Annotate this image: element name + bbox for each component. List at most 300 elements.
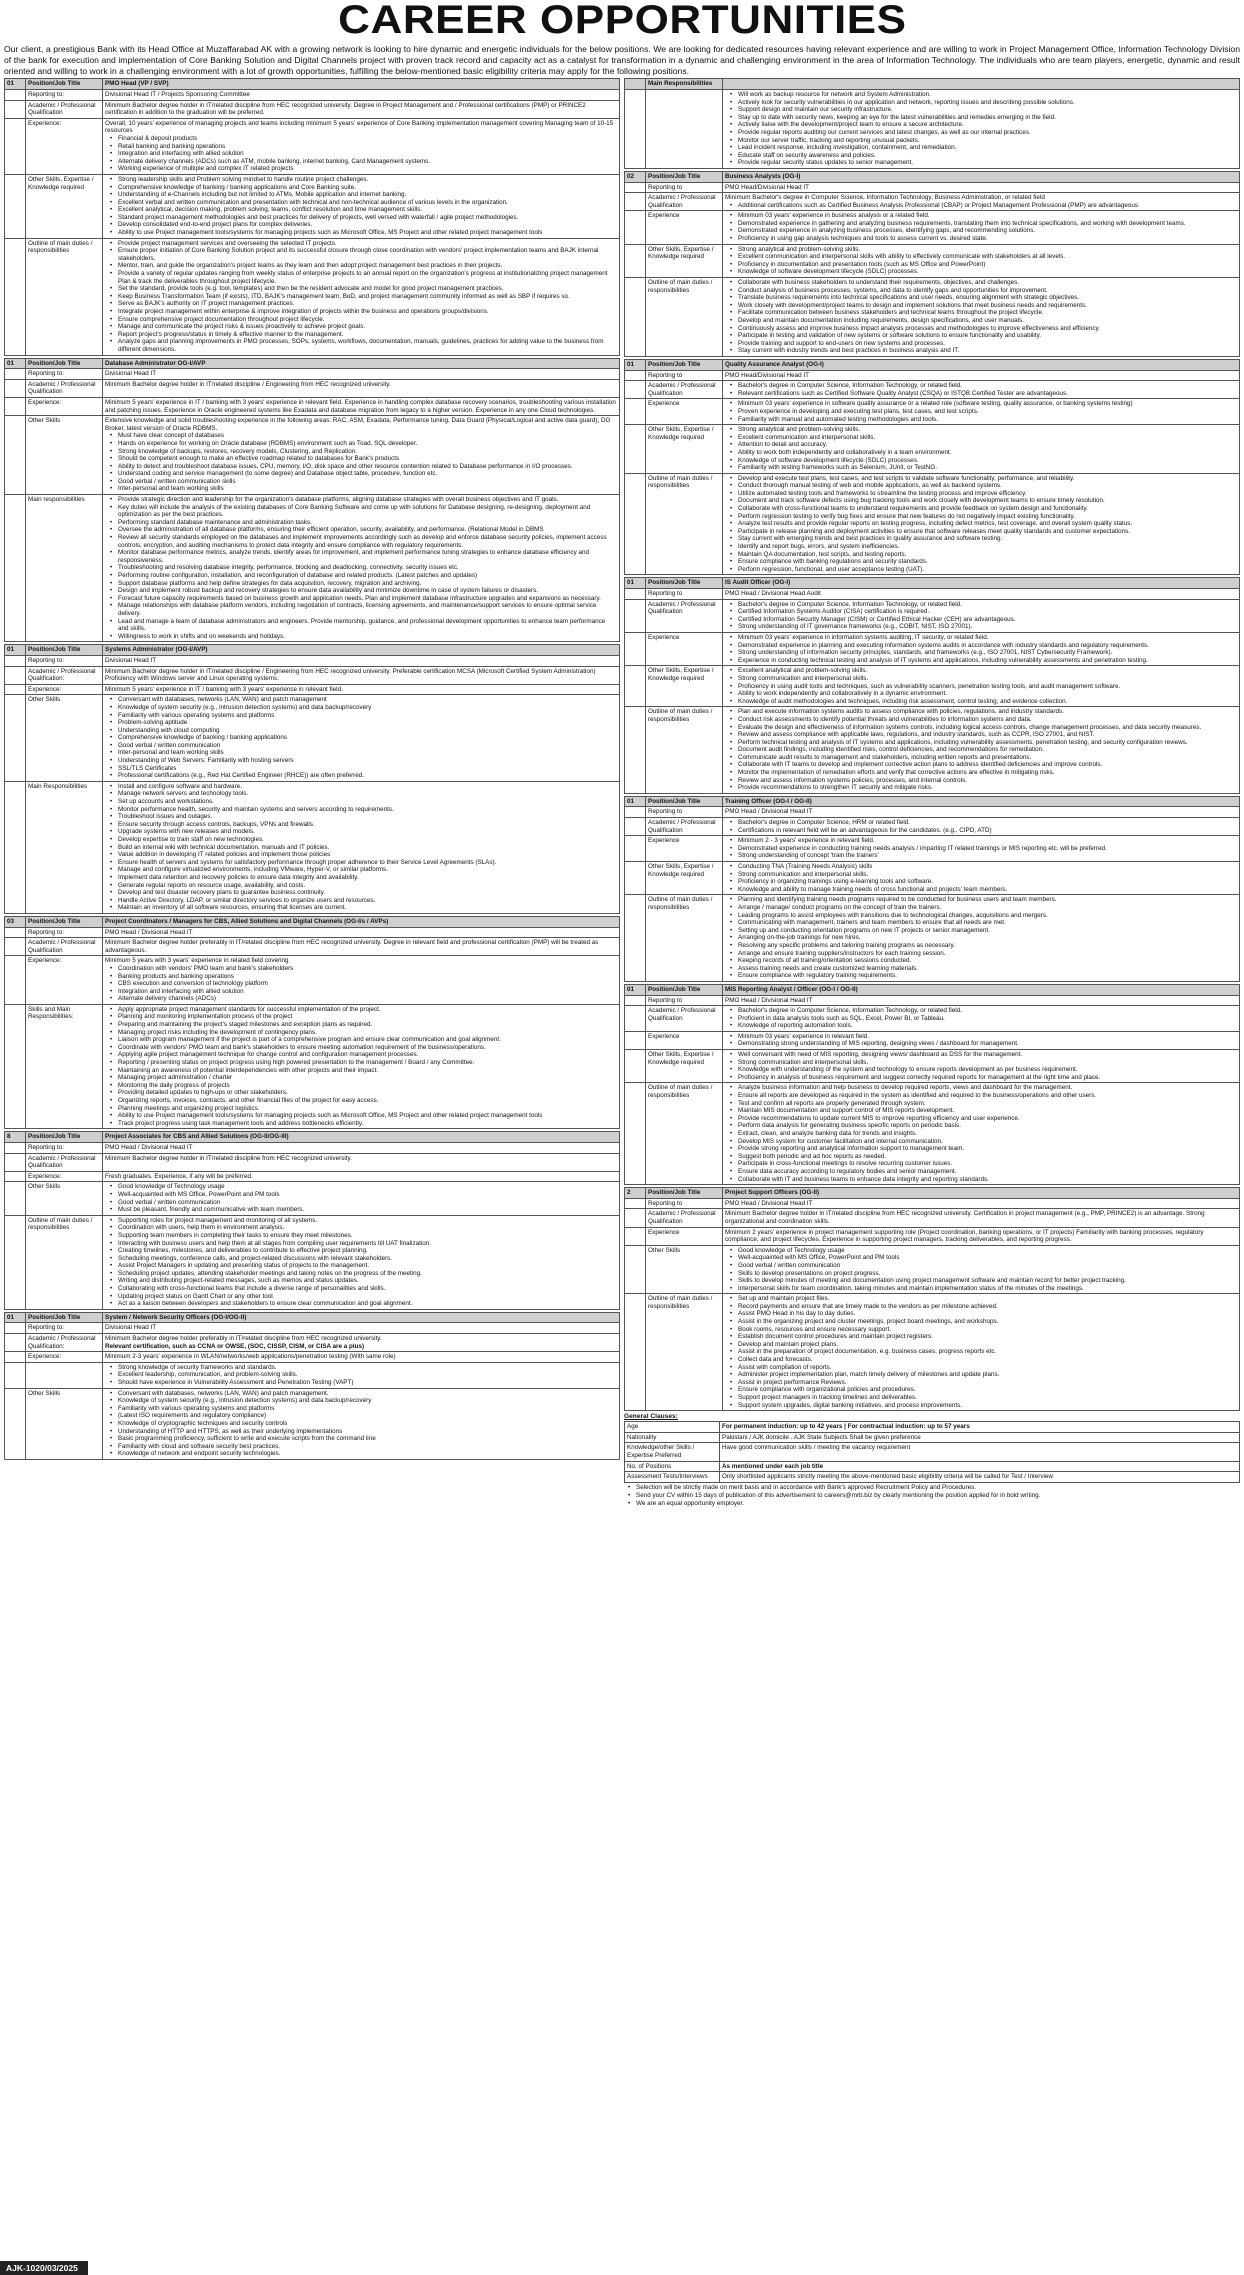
bullet-item: • Provide a variety of regular updates ranging from weekly status of enterprise projects to an annual report on the organization's progress at institutionalizing project management Plan & track the deliverables throughout project lifecycle. bbox=[118, 270, 617, 285]
position-detail-row bbox=[5, 781, 620, 913]
bullet-list bbox=[725, 667, 1237, 705]
row-spacer bbox=[5, 369, 26, 380]
row-content bbox=[723, 1083, 1240, 1185]
row-content bbox=[723, 707, 1240, 794]
row-text: Minimum 2-3 years' experience in WLAN/networks/web applications/penetration testing (With same role) bbox=[105, 1353, 396, 1361]
row-spacer bbox=[625, 1006, 646, 1032]
row-label: Other Skills bbox=[26, 1388, 103, 1459]
row-text: Divisional Head IT bbox=[105, 1324, 157, 1332]
bullet-item: • Alternate delivery channels (ADCs) such as ATM, mobile banking, internet banking, Card Management systems. bbox=[118, 158, 617, 166]
row-label: Outline of main duties / responsibilities bbox=[646, 895, 723, 982]
bullet-item: • Minimum 03 years' experience in business analysis or a related field. bbox=[738, 212, 1237, 220]
row-text: Minimum Bachelor degree holder in IT/related discipline from HEC recognized university. Certification in project management (e.g., PMP, PRINCE2) is an advantage. Strong organizational and coordination skills. bbox=[725, 1210, 1205, 1225]
position-header-label: Position/Job Title bbox=[646, 171, 723, 182]
bullet-list bbox=[105, 1006, 617, 1128]
bullet-item: • Well-acquainted with MS Office, PowerPoint and PM tools bbox=[118, 1191, 617, 1199]
position-header-label: Position/Job Title bbox=[26, 79, 103, 90]
bullet-item: • Support design and maintain our security infrastructure. bbox=[738, 106, 1237, 114]
bullet-item: • Proficiency in documentation and presentation tools (such as MS Office and PowerPoint) bbox=[738, 261, 1237, 269]
bullet-item: • Skills to develop minutes of meeting and documentation using project management software and maintain record for better project tracking. bbox=[738, 1277, 1237, 1285]
bullet-list bbox=[725, 708, 1237, 792]
position-header-row bbox=[625, 171, 1240, 182]
clause-row bbox=[625, 1432, 1240, 1443]
row-content bbox=[723, 1209, 1240, 1227]
clause-value: As mentioned under each job title bbox=[720, 1461, 1240, 1472]
clause-key: Nationality bbox=[625, 1432, 720, 1443]
row-spacer bbox=[625, 425, 646, 474]
position-detail-row bbox=[5, 927, 620, 938]
bullet-item: • Well-acquainted with MS Office, PowerPoint and PM tools bbox=[738, 1254, 1237, 1262]
bullet-item: • Skills to develop presentations on project progress. bbox=[738, 1270, 1237, 1278]
bullet-item: • Perform regression testing to verify bug fixes and ensure that new features do not negatively impact existing functionality. bbox=[738, 513, 1237, 521]
row-spacer bbox=[625, 818, 646, 836]
bullet-item: • Understanding of e-Channels including but not limited to ATMs, Mobile application and internet banking. bbox=[118, 191, 617, 199]
bullet-item: • Bachelor's degree in Computer Science, HRM or related field. bbox=[738, 819, 1237, 827]
position-table bbox=[4, 1131, 620, 1309]
position-detail-row bbox=[625, 1083, 1240, 1185]
bullet-item: • Supporting roles for project management and monitoring of all systems. bbox=[118, 1217, 617, 1225]
bullet-item: • Conduct thorough manual testing of web and mobile applications, as well as backend systems. bbox=[738, 482, 1237, 490]
bullet-item: • Working experience of multiple and complex IT related projects bbox=[118, 165, 617, 173]
bullet-item: • Manage and configure virtualized environments, including VMware, Hyper-V, or similar platforms. bbox=[118, 866, 617, 874]
position-detail-row bbox=[5, 1215, 620, 1309]
bullet-list bbox=[105, 176, 617, 237]
position-job-title: MIS Reporting Analyst / Officer (OG-I / OG-II) bbox=[723, 984, 1240, 995]
row-label: Experience: bbox=[26, 684, 103, 695]
row-content bbox=[103, 1215, 620, 1309]
row-content bbox=[103, 1323, 620, 1334]
row-label: Other Skills, Expertise / Knowledge required bbox=[646, 425, 723, 474]
position-job-title: Systems Administrator (OG-I/AVP) bbox=[103, 645, 620, 656]
row-content bbox=[103, 781, 620, 913]
row-content bbox=[723, 862, 1240, 895]
bullet-item: • Proficiency in using gap analysis techniques and tools to assess current vs. desired state. bbox=[738, 235, 1237, 243]
bullet-item: • Knowledge of software development lifecycle (SDLC) processes. bbox=[738, 268, 1237, 276]
bullet-item: • Collect data and forecasts. bbox=[738, 1356, 1237, 1364]
row-spacer bbox=[5, 495, 26, 642]
row-label: Other Skills bbox=[26, 695, 103, 782]
row-spacer bbox=[5, 1171, 26, 1182]
row-spacer bbox=[5, 781, 26, 913]
row-label: Reporting to: bbox=[26, 369, 103, 380]
row-text: PMO Head / Divisional Head IT bbox=[105, 928, 193, 936]
title-bar bbox=[4, 0, 1240, 40]
bullet-item: • Strong communication and interpersonal skills. bbox=[738, 1059, 1237, 1067]
clause-row bbox=[625, 1422, 1240, 1433]
row-content bbox=[103, 684, 620, 695]
bullet-item: • Manage and communicate the project risks & issues proactively to achieve project goals. bbox=[118, 323, 617, 331]
bullet-item: • Hands on experience for working on Oracle database (RDBMS) environment such as Toad, SQL developer. bbox=[118, 440, 617, 448]
bullet-item: • Should have experience in Vulnerability Assessment and Penetration Testing (VAPT) bbox=[118, 1379, 617, 1387]
bullet-item: • Demonstrated experience in gathering and analyzing business requirements, translating them into technical specifications, and working with development teams. bbox=[738, 220, 1237, 228]
bullet-list bbox=[725, 91, 1237, 167]
position-detail-row bbox=[625, 89, 1240, 168]
position-detail-row bbox=[5, 118, 620, 174]
bullet-item: • Mentor, train, and guide the organization's project teams as they learn and then adopt project management best practices in their projects. bbox=[118, 262, 617, 270]
position-count: 02 bbox=[625, 171, 646, 182]
position-header-row bbox=[625, 79, 1240, 90]
bullet-item: • Ensure health of servers and systems for satisfactory performance through proper adherence to their Service Level Agreements (SLAs). bbox=[118, 859, 617, 867]
bullet-item: • Arrange and ensure training suppliers/instructors for each training session. bbox=[738, 950, 1237, 958]
clause-value: Have good communication skills / meeting the vacancy requirement bbox=[720, 1443, 1240, 1461]
row-text: Minimum 2 years' experience in project management supporting role (Project coordination, banking operations, or IT projects) Familiarity with banking processes, regulatory compliance, and project lifecycles. Experience in supporting project managers, tracking deliverables, and reporting progress. bbox=[725, 1228, 1204, 1244]
bullet-item: • Applying agile project management technique for change control and configuration management processes. bbox=[118, 1051, 617, 1059]
position-detail-row bbox=[625, 1294, 1240, 1411]
bullet-list bbox=[725, 1007, 1237, 1030]
bullet-item: • Proficiency in using audit tools and techniques, such as vulnerability scanners, penetration testing tools, and audit management software. bbox=[738, 683, 1237, 691]
bullet-item: • Ensure data accuracy according to regulatory bodies and senior management. bbox=[738, 1168, 1237, 1176]
position-count bbox=[625, 79, 646, 90]
bullet-item: • Certified Information Security Manager (CISM) or Certified Ethical Hacker (CEH) are advantageous. bbox=[738, 616, 1237, 624]
row-label: Academic / Professional Qualification bbox=[646, 599, 723, 632]
row-text: Minimum 5 years' experience in IT / banking with 3 years' experience in relevant field. Experience in handling complex database recovery scenarios, troubleshooting various installation and patching issues. Experience in Oracle engineered systems like Exadata and database migration from legacy to a higher version. Experience in any one Cloud technologies. bbox=[105, 398, 616, 414]
row-text: Minimum Bachelor degree holder in IT/related discipline / Engineering from HEC recognized university. bbox=[105, 380, 391, 388]
row-spacer bbox=[5, 1004, 26, 1129]
row-spacer bbox=[5, 89, 26, 100]
row-label: Reporting to: bbox=[26, 927, 103, 938]
bullet-item: • Design and implement robust backup and recovery strategies to ensure data availability and minimize downtime in case of system failures or disasters. bbox=[118, 587, 617, 595]
position-header-label: Position/Job Title bbox=[646, 578, 723, 589]
position-detail-row bbox=[5, 416, 620, 495]
bullet-list bbox=[725, 279, 1237, 355]
bullet-item: • Serve as BAJK's authority on IT project management practices. bbox=[118, 300, 617, 308]
bullet-list bbox=[105, 432, 617, 493]
bullet-list bbox=[105, 240, 617, 354]
bullet-item: • Comprehensive knowledge of banking / banking applications bbox=[118, 734, 617, 742]
position-detail-row bbox=[625, 807, 1240, 818]
bullet-item: • Knowledge of system security (e.g., intrusion detection systems) and data backup/recovery bbox=[118, 704, 617, 712]
clause-value: For permanent induction: up to 42 years | For contractual induction: up to 57 years bbox=[720, 1422, 1240, 1433]
bullet-item: • Support project managers in tracking timelines and deliverables. bbox=[738, 1394, 1237, 1402]
row-label bbox=[26, 1362, 103, 1388]
bullet-item: • Troubleshoot issues and outages. bbox=[118, 813, 617, 821]
bullet-item: • Inter-personal and team working skills bbox=[118, 749, 617, 757]
row-label: Reporting to bbox=[646, 995, 723, 1006]
bullet-list bbox=[725, 426, 1237, 472]
row-label: Other Skills, Expertise / Knowledge required bbox=[646, 244, 723, 277]
bullet-item: • Reporting / presenting status on project progress using high powered presentation to the management / Board / any Committee. bbox=[118, 1059, 617, 1067]
row-label: Other Skills bbox=[26, 1182, 103, 1215]
bullet-item: • Performing standard database maintenance and administration tasks. bbox=[118, 519, 617, 527]
bullet-item: • Develop and execute test plans, test cases, and test scripts to validate software functionality, performance, and reliability. bbox=[738, 475, 1237, 483]
row-label: Experience: bbox=[26, 1171, 103, 1182]
row-text: PMO Head / Divisional Head Audit bbox=[725, 590, 821, 598]
reference-code: AJK-1020/03/2025 bbox=[0, 2261, 88, 2275]
position-detail-row bbox=[625, 589, 1240, 600]
row-content bbox=[723, 632, 1240, 665]
bullet-item: • Strong knowledge of security frameworks and standards. bbox=[118, 1364, 617, 1372]
bullet-item: • Good verbal / written communication bbox=[118, 742, 617, 750]
bullet-item: • Conducting TNA (Training Needs Analysis) skills bbox=[738, 863, 1237, 871]
row-content bbox=[723, 473, 1240, 575]
bullet-item: • Standard project management methodologies and best practices for delivery of projects, well versed with waterfall / agile project methodologies. bbox=[118, 214, 617, 222]
row-content bbox=[723, 1031, 1240, 1049]
bullet-item: • Ability to work both independently and collaboratively in a team environment. bbox=[738, 449, 1237, 457]
row-text: Minimum 5 years' experience in IT / banking with 3 years' experience in relevant field. bbox=[105, 685, 343, 693]
position-detail-row bbox=[625, 818, 1240, 836]
bullet-item: • Conduct risk assessments to identify potential threats and vulnerabilities to information systems and data. bbox=[738, 716, 1237, 724]
row-text: Divisional Head IT bbox=[105, 370, 157, 378]
clause-key: No. of Positions bbox=[625, 1461, 720, 1472]
position-count: 01 bbox=[5, 79, 26, 90]
position-header-row bbox=[5, 1132, 620, 1143]
bullet-item: • Continuously assess and improve business impact analysis processes and methodologies to improve effectiveness and efficiency. bbox=[738, 325, 1237, 333]
row-label: Reporting to bbox=[646, 370, 723, 381]
bullet-list bbox=[725, 1051, 1237, 1081]
bullet-item: • Review all security standards employed on the databases and implement improvements accordingly such as develop and enforce database security policies, implement access controls, encryption, and auditing mechanisms to protect data integrity and ensure compliance with regulatory requirements. bbox=[118, 534, 617, 549]
row-spacer bbox=[5, 1323, 26, 1334]
bullet-item: • Maintain an inventory of all software resources, ensuring that licenses are current. bbox=[118, 904, 617, 912]
row-content bbox=[723, 666, 1240, 707]
row-label: Main responsibilities bbox=[26, 495, 103, 642]
clause-value: Only shortlisted applicants strictly meeting the above-mentioned basic eligibility criteria will be called for Test / Interview bbox=[720, 1472, 1240, 1483]
row-label: Reporting to bbox=[646, 182, 723, 193]
position-detail-row bbox=[5, 1334, 620, 1352]
bullet-item: • Must be pleasant, friendly and communicative with team members. bbox=[118, 1206, 617, 1214]
clause-row bbox=[625, 1472, 1240, 1483]
bullet-item: • Banking products and banking operations bbox=[118, 973, 617, 981]
position-table bbox=[624, 78, 1240, 169]
position-table bbox=[624, 577, 1240, 793]
bullet-item: • Understanding of HTTP and HTTPS, as well as their underlying implementations bbox=[118, 1428, 617, 1436]
row-text: Extensive knowledge and solid troubleshooting experience in the following areas: RAC, ASM, Exadata, Performance tuning, Data Guard (Physical/Logical and active data guard), DG Broker, latest version of Oracle RDBMS. bbox=[105, 417, 611, 432]
bullet-item: • Provide recommendations to update current MIS to improve reporting efficiency and user experience. bbox=[738, 1115, 1237, 1123]
bullet-item: • Assist in the preparation of project documentation, e.g. business cases, progress reports etc. bbox=[738, 1348, 1237, 1356]
clause-key: Age bbox=[625, 1422, 720, 1433]
bullet-item: • Administer project implementation plan, match timely delivery of milestones and update plans. bbox=[738, 1371, 1237, 1379]
bullet-item: • Organizing reports, invoices, contracts, and other financial files of the project for easy access. bbox=[118, 1097, 617, 1105]
bullet-item: • Perform data analysis for generating business specific reports on periodic basis. bbox=[738, 1122, 1237, 1130]
bullet-item: • Provide recommendations to strengthen IT security and mitigate risks. bbox=[738, 784, 1237, 792]
row-content bbox=[723, 1294, 1240, 1411]
bullet-item: • Understand coding and service management (to some degree) and Database object table, procedure, function etc. bbox=[118, 470, 617, 478]
position-header-row bbox=[625, 578, 1240, 589]
bullet-item: • Review and assess information systems policies, processes, and internal controls. bbox=[738, 777, 1237, 785]
row-spacer bbox=[625, 1031, 646, 1049]
row-label: Academic / Professional Qualification bbox=[26, 379, 103, 397]
row-text: Minimum Bachelor degree holder in IT/related discipline from HEC recognized university. Degree in Project Management and / Professional certifications (PMP) or PRINCE2 certification in addition to the graduation will be preferred. bbox=[105, 101, 586, 117]
bullet-item: • Demonstrated experience in conducting training needs analysis / imparting IT related trainings or MIS reporting etc. will be preferred. bbox=[738, 845, 1237, 853]
row-label: Academic / Professional Qualification: bbox=[26, 1334, 103, 1352]
row-content bbox=[103, 1142, 620, 1153]
bullet-list bbox=[105, 1217, 617, 1308]
row-content bbox=[723, 995, 1240, 1006]
position-table bbox=[4, 644, 620, 914]
bullet-item: • Assist Project Managers in updating and presenting status of projects to the management. bbox=[118, 1262, 617, 1270]
position-job-title: Project Support Officers (OG-II) bbox=[723, 1188, 1240, 1199]
row-spacer bbox=[625, 244, 646, 277]
bullet-item: • Familiarity with manual and automated testing methodologies and tools. bbox=[738, 416, 1237, 424]
position-detail-row bbox=[5, 1142, 620, 1153]
row-label: Other Skills, Expertise / Knowledge required bbox=[646, 666, 723, 707]
row-content bbox=[723, 836, 1240, 862]
position-job-title: PMO Head (VP / SVP) bbox=[103, 79, 620, 90]
position-detail-row bbox=[625, 1209, 1240, 1227]
bullet-item: • Experience in conducting technical testing and analysis of IT systems and applications, including vulnerability assessments and penetration testing. bbox=[738, 657, 1237, 665]
position-table bbox=[4, 916, 620, 1129]
row-spacer bbox=[625, 211, 646, 244]
row-label: Academic / Professional Qualification bbox=[646, 1209, 723, 1227]
bullet-item: • Utilize automated testing tools and frameworks to streamline the testing process and improve efficiency. bbox=[738, 490, 1237, 498]
row-label: Outline of main duties / responsibilities bbox=[26, 1215, 103, 1309]
bullet-item: • Handle Active Directory, LDAP, or similar directory services to organize users and resources. bbox=[118, 897, 617, 905]
position-detail-row bbox=[625, 707, 1240, 794]
bullet-list bbox=[725, 863, 1237, 893]
bullet-item: • Bachelor's degree in Computer Science, Information Technology, or related field. bbox=[738, 601, 1237, 609]
bullet-item: • Implement data retention and recovery policies to ensure data integrity and availability. bbox=[118, 874, 617, 882]
row-label: Outline of main duties / responsibilities bbox=[26, 238, 103, 355]
position-header-row bbox=[625, 796, 1240, 807]
row-spacer bbox=[625, 807, 646, 818]
position-header-row bbox=[625, 984, 1240, 995]
row-text: Minimum Bachelor degree holder in IT/related discipline from HEC recognized university. bbox=[105, 1154, 352, 1162]
bullet-item: • Coordination with vendors' PMO team and bank's stakeholders bbox=[118, 965, 617, 973]
bullet-item: • Install and configure software and hardware. bbox=[118, 783, 617, 791]
row-label: Academic / Professional Qualification bbox=[26, 938, 103, 956]
row-label: Experience: bbox=[26, 1352, 103, 1363]
row-spacer bbox=[625, 399, 646, 425]
row-content bbox=[723, 278, 1240, 357]
bullet-item: • Integration and interfacing with allied solution bbox=[118, 988, 617, 996]
general-clauses bbox=[624, 1413, 1240, 1508]
bullet-item: • Ability to work independently and collaboratively in a dynamic environment. bbox=[738, 690, 1237, 698]
bullet-item: • Set up and maintain project files. bbox=[738, 1295, 1237, 1303]
row-spacer bbox=[625, 89, 646, 168]
row-label: Experience: bbox=[26, 118, 103, 174]
note-item: • We are an equal opportunity employer. bbox=[636, 1500, 1240, 1508]
position-detail-row bbox=[625, 666, 1240, 707]
row-label: Reporting to: bbox=[26, 89, 103, 100]
bullet-item: • Forecast future capacity requirements based on business growth and application needs. Plan and implement database infrastructure upgrades and expansions as necessary. bbox=[118, 595, 617, 603]
row-label: Other Skills, Expertise / Knowledge required bbox=[646, 862, 723, 895]
bullet-item: • Apply appropriate project management standards for successful implementation of the project. bbox=[118, 1006, 617, 1014]
bullet-item: • Provide regular security status updates to senior management. bbox=[738, 159, 1237, 167]
general-clauses-table bbox=[624, 1421, 1240, 1483]
bullet-item: • Interpersonal skills for team coordination, taking minutes and maintain implementation status of the minutes of the meetings. bbox=[738, 1285, 1237, 1293]
bullet-item: • Facilitate communication between business stakeholders and technical teams throughout the project lifecycle. bbox=[738, 309, 1237, 317]
position-table bbox=[4, 358, 620, 643]
bullet-item: • Develop and maintain project plans. bbox=[738, 1341, 1237, 1349]
row-label: Experience bbox=[646, 632, 723, 665]
row-text: Minimum Bachelor's degree in Computer Science, Information Technology, Business Administration, or related field bbox=[725, 194, 1045, 202]
bullet-item: • Assist PMO Head in his day to day duties. bbox=[738, 1310, 1237, 1318]
bullet-item: • Ability to use Project management tools/systems for managing projects such as Microsoft Office, MS Project and other related project management tools bbox=[118, 229, 617, 237]
position-count: 8 bbox=[5, 1132, 26, 1143]
bullet-item: • Familiarity with testing frameworks such as Selenium, JUnit, or TestNG. bbox=[738, 464, 1237, 472]
row-text: Minimum Bachelor degree holder in IT/related discipline / Engineering from HEC recognized university. Preferable certification MCSA (Microsoft Certified System Administration) Proficiency with Windows server and Linux operating systems. bbox=[105, 667, 596, 683]
position-detail-row bbox=[625, 278, 1240, 357]
position-header-label: Position/Job Title bbox=[26, 1312, 103, 1323]
position-detail-row bbox=[625, 1198, 1240, 1209]
bullet-item: • Arranging on-the-job trainings for new hires. bbox=[738, 934, 1237, 942]
row-content bbox=[723, 599, 1240, 632]
position-table bbox=[624, 984, 1240, 1185]
bullet-item: • Proven experience in developing and executing test plans, test cases, and test scripts. bbox=[738, 408, 1237, 416]
row-content bbox=[103, 397, 620, 415]
bullet-item: • Keeping records of all training/orientation sessions conducted. bbox=[738, 957, 1237, 965]
notes-list bbox=[624, 1484, 1240, 1508]
bullet-item: • Inter-personal and team working skills bbox=[118, 485, 617, 493]
row-spacer bbox=[625, 995, 646, 1006]
bullet-item: • Familiarity with cloud and software security best practices. bbox=[118, 1443, 617, 1451]
bullet-item: • Assist with compilation of reports. bbox=[738, 1364, 1237, 1372]
bullet-item: • Knowledge of network and endpoint security technologies. bbox=[118, 1450, 617, 1458]
bullet-item: • Record payments and ensure that are timely made to the vendors as per milestone achieved. bbox=[738, 1303, 1237, 1311]
bullet-item: • SSL/TLS Certificates bbox=[118, 765, 617, 773]
bullet-item: • Understanding with cloud computing bbox=[118, 727, 617, 735]
row-bold-text: Relevant certification, such as CCNA or OWSE, (SOC, CISSP, CISM, or CISA are a plus) bbox=[105, 1342, 365, 1350]
bullet-item: • Provide project management services and overseeing the selected IT projects. bbox=[118, 240, 617, 248]
row-spacer bbox=[625, 599, 646, 632]
bullet-item: • Monitor database performance metrics, analyze trends, identify areas for improvement, and implement performance tuning strategies to enhance database efficiency and responsiveness. bbox=[118, 549, 617, 564]
bullet-item: • Value addition in developing IT related policies and implement those policies bbox=[118, 851, 617, 859]
bullet-item: • Setting up and conducting orientation programs on new IT projects or senior management. bbox=[738, 927, 1237, 935]
left-column bbox=[4, 78, 620, 1462]
bullet-item: • Collaborate with business stakeholders to understand their requirements, objectives, and challenges. bbox=[738, 279, 1237, 287]
bullet-item: • Provide strategic direction and leadership for the organization's database platforms, aligning database strategies with overall business objectives and IT goals. bbox=[118, 496, 617, 504]
bullet-item: • Ability to detect and troubleshoot database issues, CPU, memory, I/O, disk space and other resource contention related to Database performance in I/O processes. bbox=[118, 463, 617, 471]
row-spacer bbox=[625, 381, 646, 399]
row-content bbox=[103, 416, 620, 495]
position-table bbox=[624, 1187, 1240, 1411]
position-header-label: Position/Job Title bbox=[26, 645, 103, 656]
bullet-item: • Document audit findings, including identified risks, control deficiencies, and recommendations for remediation. bbox=[738, 746, 1237, 754]
row-spacer bbox=[5, 118, 26, 174]
row-spacer bbox=[625, 473, 646, 575]
row-content bbox=[103, 938, 620, 956]
row-content bbox=[103, 89, 620, 100]
row-spacer bbox=[5, 1352, 26, 1363]
bullet-item: • Develop expertise to train staff on new technologies. bbox=[118, 836, 617, 844]
position-detail-row bbox=[5, 1004, 620, 1129]
row-text: Divisional Head IT bbox=[105, 656, 157, 664]
row-content bbox=[103, 927, 620, 938]
row-label: Experience bbox=[646, 211, 723, 244]
bullet-item: • Knowledge with understanding of the system and technology to ensure reports development as per business requirement. bbox=[738, 1066, 1237, 1074]
bullet-item: • Lead incident response, including investigation, containment, and remediation. bbox=[738, 144, 1237, 152]
row-content bbox=[103, 379, 620, 397]
bullet-item: • Proficiency in organizing trainings using e-learning tools and software. bbox=[738, 878, 1237, 886]
row-content bbox=[103, 174, 620, 238]
position-job-title: Database Administrator OG-I/AVP bbox=[103, 358, 620, 369]
bullet-item: • Ensure comprehensive project documentation throughout project lifecycle. bbox=[118, 316, 617, 324]
bullet-item: • Creating timelines, milestones, and deliverables to contribute to effective project planning. bbox=[118, 1247, 617, 1255]
position-detail-row bbox=[5, 89, 620, 100]
bullet-item: • Ensure compliance with banking regulations and security standards. bbox=[738, 558, 1237, 566]
bullet-item: • Comprehensive knowledge of banking / banking applications and Core Banking suite. bbox=[118, 184, 617, 192]
bullet-list bbox=[725, 1295, 1237, 1409]
bullet-list bbox=[105, 135, 617, 173]
position-header-label: Position/Job Title bbox=[646, 796, 723, 807]
position-detail-row bbox=[5, 238, 620, 355]
row-label: Main Responsibilities bbox=[26, 781, 103, 913]
bullet-item: • Preparing and maintaining the project's staged milestones and exception plans as required. bbox=[118, 1021, 617, 1029]
bullet-item: • Good knowledge of Technology usage bbox=[738, 1247, 1237, 1255]
row-label: Reporting to: bbox=[26, 1142, 103, 1153]
position-header-label: Position/Job Title bbox=[646, 1188, 723, 1199]
bullet-item: • Key duties will include the analysis of the existing databases of Core Banking Software and come up with solutions for Database designing, re-designing, deployment and optimization as per the best practices. bbox=[118, 504, 617, 519]
row-content bbox=[723, 1245, 1240, 1294]
bullet-item: • Additional certifications such as Certified Business Analysis Professional (CBAP) or Project Management Professional (PMP) are advantageous bbox=[738, 202, 1237, 210]
row-spacer bbox=[625, 666, 646, 707]
position-job-title: IS Audit Officer (OG-I) bbox=[723, 578, 1240, 589]
row-label: Outline of main duties / responsibilities bbox=[646, 473, 723, 575]
bullet-item: • Oversee the administration of all database platforms, ensuring their efficient operation, security, availability, and performance. (Relational Model in DBMS bbox=[118, 526, 617, 534]
position-detail-row bbox=[625, 995, 1240, 1006]
clause-key: Assessment Tests/Interviews bbox=[625, 1472, 720, 1483]
row-content bbox=[723, 399, 1240, 425]
bullet-item: • Perform technical testing and analysis of IT systems and applications, including vulnerability assessments, penetration testing, and security configuration reviews. bbox=[738, 739, 1237, 747]
